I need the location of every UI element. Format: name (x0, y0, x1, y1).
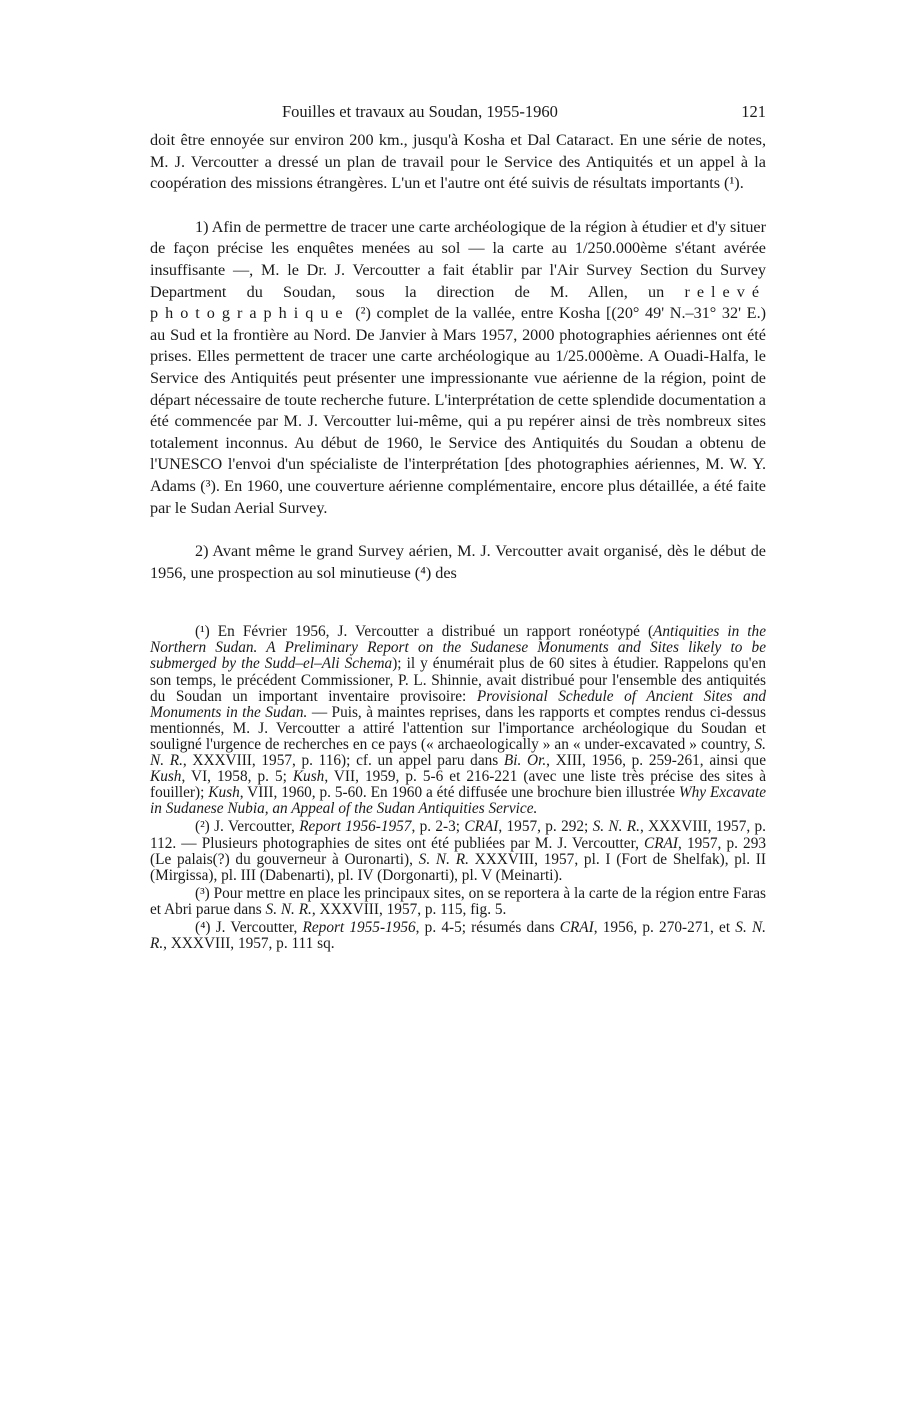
body-paragraph-1: doit être ennoyée sur environ 200 km., jusqu'à Kosha et Dal Cataract. En une série de notes, M. J. Vercoutter a dressé un plan de travail pour le Service des Antiquités et un appel à la coopération des missions étrangères. L'un et l'autre ont été suivis de résultats importants (¹). (150, 131, 766, 193)
fn1-text: , VII, 1959, p. 5-6 et 216-221 (avec une liste très précise des sites à fouiller); (150, 768, 766, 802)
fn2-text: XXXVIII, 1957, pl. I (Fort de Shelfak), pl. II (Mirgissa), pl. III (Dabenarti), pl. IV (Dorgonarti), pl. V (Meinarti). (150, 850, 766, 884)
fn1-text: , VIII, 1960, p. 5-60. En 1960 a été diffusée une brochure bien illustrée (239, 784, 679, 802)
fn3-text: , XXXVIII, 1957, p. 115, fig. 5. (311, 900, 507, 918)
fn1-title: Antiquities in the Northern Sudan. A Preliminary Report on the Sudanese Monuments and Sites likely to be submerged by the Sudd–el–Ali Schema (150, 623, 766, 673)
fn2-journal: S. N. R. (592, 818, 640, 836)
fn4-text: , p. 4-5; résumés dans (415, 918, 560, 936)
spaced-phrase: relevé photographique (150, 282, 767, 323)
fn2-text: , 1957, p. 292; (498, 818, 593, 836)
page-number: 121 (741, 102, 766, 121)
fn4-text: , XXXVIII, 1957, p. 111 sq. (163, 935, 335, 953)
fn3-journal: S. N. R. (265, 900, 312, 918)
fn2-text: (²) J. Vercoutter, (195, 818, 300, 836)
fn2-title: Report 1956-1957 (299, 818, 412, 836)
fn4-text: , 1956, p. 270-271, et (593, 918, 736, 936)
footnote-3 (150, 886, 766, 918)
footnote-4 (150, 920, 766, 952)
fn1-text: (¹) En Février 1956, J. Vercoutter a distribué un rapport ronéotypé ( (195, 623, 654, 641)
paragraph-2-part-a: 1) Afin de permettre de tracer une carte archéologique de la région à étudier et d'y situer de façon précise les enquêtes menées au sol — la carte au 1/250.000ème s'étant avérée insuffisante —, M. le Dr. J. Vercoutter a fait établir par l'Air Survey Section du Survey Department du Soudan, sous la direction de M. Allen, un (150, 217, 766, 301)
paragraph-2-part-b: (²) complet de la vallée, entre Kosha [(20° 49' N.–31° 32' E.) au Sud et la frontière au Nord. De Janvier à Mars 1957, 2000 photographies aériennes ont été prises. Elles permettent de tracer une carte archéologique au 1/25.000ème. A Ouadi-Halfa, le Service des Antiquités peut présenter une impressionante vue aérienne de la région, point de départ nécessaire de toute recherche future. L'interprétation de cette splendide documentation a été commencée par M. J. Vercoutter lui-même, qui a pu repérer ainsi de très nombreux sites totalement inconnus. Au début de 1960, le Service des Antiquités du Soudan a obtenu de l'UNESCO l'envoi d'un spécialiste de l'interprétation [des photographies aériennes, M. W. Y. Adams (³). En 1960, une couverture aérienne complémentaire, encore plus détaillée, a été faite par le Sudan Aerial Survey. (150, 304, 767, 517)
fn4-text: (⁴) J. Vercoutter, (195, 918, 303, 936)
fn1-journal: Kush (208, 784, 240, 802)
fn4-journal: CRAI (559, 918, 594, 936)
fn1-text: , VI, 1958, p. 5; (181, 768, 293, 786)
fn2-journal: CRAI (644, 834, 679, 852)
fn1-journal: Kush (150, 768, 182, 786)
fn1-text: ); il y énumérait plus de 60 sites à étudier. Rappelons qu'en son temps, le précédent Commissioner, P. L. Shinnie, avait distribué pour l'ensemble des antiquités du Soudan un important inventaire provisoire: (150, 655, 766, 705)
book-page (150, 100, 766, 954)
fn1-text: , XXXVIII, 1957, p. 116); cf. un appel paru dans (182, 752, 504, 770)
footnote-2 (150, 819, 766, 883)
body-paragraph-3: 2) Avant même le grand Survey aérien, M. J. Vercoutter avait organisé, dès le début de 1956, une prospection au sol minutieuse (⁴) des (150, 542, 766, 582)
fn2-text: , 1957, p. 293 (Le palais(?) du gouverneur à Ouronarti), (150, 834, 766, 868)
fn1-title: Why Excavate in Sudanese Nubia, an Appeal of the Sudan Antiquities Service. (150, 784, 766, 818)
body-paragraph-2 (150, 217, 766, 519)
fn3-text: (³) Pour mettre en place les principaux sites, on se reportera à la carte de la région entre Faras et Abri parue dans (150, 884, 766, 918)
footnotes (150, 624, 766, 952)
fn2-text: , XXXVIII, 1957, p. 112. — Plusieurs photographies de sites ont été publiées par M. J. Vercoutter, (150, 818, 766, 852)
fn1-journal: S. N. R. (150, 735, 766, 770)
fn1-text: , XIII, 1956, p. 259-261, ainsi que (546, 752, 766, 770)
fn4-journal: S. N. R. (150, 918, 766, 953)
running-head (150, 100, 766, 124)
footnote-1 (150, 624, 766, 817)
fn1-journal: Bi. Or. (503, 752, 547, 770)
fn1-text: — Puis, à maintes reprises, dans les rapports et comptes rendus ci-dessus mentionnés, M. J. Vercoutter a attiré l'attention sur l'importance archéologique du Soudan et souligné l'urgence de recherches en ce pays (« archaeologically » an « under-excavated » country, (150, 703, 766, 753)
running-title: Fouilles et travaux au Soudan, 1955-1960 (282, 102, 558, 121)
fn4-title: Report 1955-1956 (302, 918, 416, 936)
fn2-journal: S. N. R. (418, 850, 469, 868)
fn2-text: , p. 2-3; (411, 818, 465, 836)
fn1-journal: Kush (292, 768, 325, 786)
fn1-title: Provisional Schedule of Ancient Sites and Monuments in the Sudan. (150, 687, 767, 721)
fn2-journal: CRAI (464, 818, 499, 836)
